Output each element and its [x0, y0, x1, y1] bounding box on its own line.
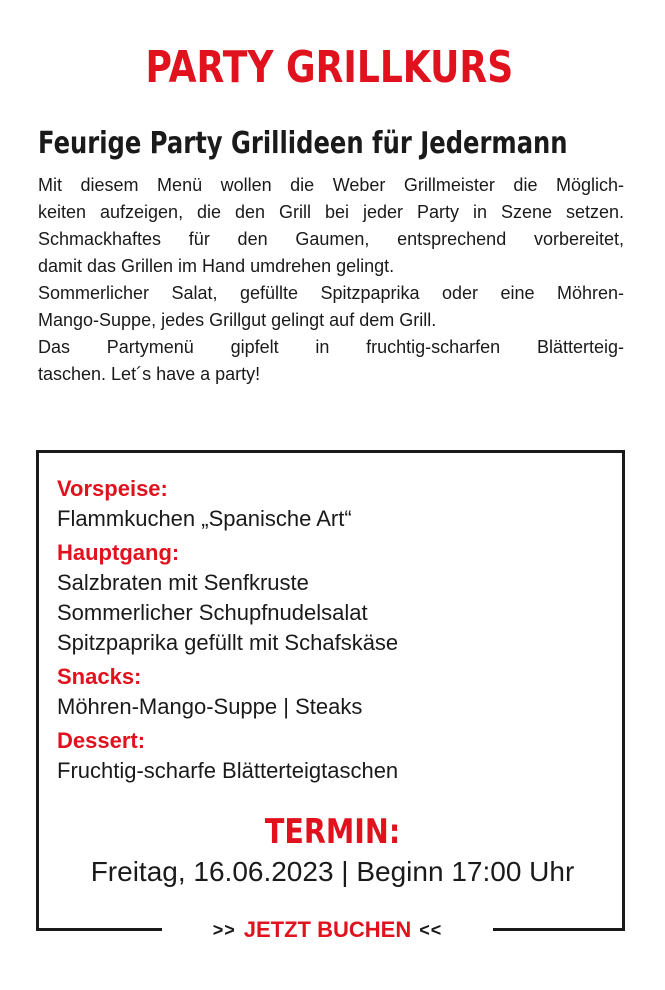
course-item: Salzbraten mit Senfkruste — [57, 570, 309, 595]
intro-line: damit das Grillen im Hand umdrehen gelingt. — [38, 256, 395, 276]
book-now-link[interactable]: JETZT BUCHEN — [243, 917, 412, 942]
intro-line: taschen. Let´s have a party! — [38, 364, 261, 384]
course-item: Flammkuchen „Spanische Art“ — [57, 506, 352, 531]
course-vorspeise — [57, 474, 617, 534]
page-title: PARTY GRILLKURS — [145, 42, 514, 93]
course-heading: Dessert: — [57, 728, 146, 753]
intro-line: keiten aufzeigen, die den Grill bei jeder Party in Szene setzen. — [38, 202, 624, 222]
course-item: Fruchtig-scharfe Blätterteigtaschen — [57, 758, 399, 783]
intro-line: Sommerlicher Salat, gefüllte Spitzpaprika oder eine Möhren- — [38, 283, 624, 303]
course-item: Spitzpaprika gefüllt mit Schafskäse — [57, 630, 399, 655]
termin-title: TERMIN: — [264, 812, 401, 852]
intro-line: Mit diesem Menü wollen die Weber Grillmeister die Möglich- — [38, 175, 624, 195]
course-heading: Hauptgang: — [57, 540, 180, 565]
course-dessert — [57, 726, 617, 786]
termin-date: Freitag, 16.06.2023 | Beginn 17:00 Uhr — [90, 856, 575, 887]
booking-cta — [162, 912, 493, 948]
menu-box-bottom-rule-right — [493, 928, 625, 931]
course-snacks — [57, 662, 617, 722]
intro-line: Das Partymenü gipfelt in fruchtig-scharfen Blätterteig- — [38, 337, 624, 357]
course-heading: Vorspeise: — [57, 476, 168, 501]
intro-line: Schmackhaftes für den Gaumen, entsprechend vorbereitet, — [38, 229, 624, 249]
course-heading: Snacks: — [57, 664, 142, 689]
booking-suffix-arrows: << — [419, 920, 443, 940]
page-subtitle: Feurige Party Grillideen für Jedermann — [38, 126, 568, 161]
menu-box-bottom-rule-left — [36, 928, 162, 931]
course-item: Möhren-Mango-Suppe | Steaks — [57, 694, 363, 719]
menu-list — [57, 474, 617, 786]
course-hauptgang — [57, 538, 617, 658]
course-item: Sommerlicher Schupfnudelsalat — [57, 600, 368, 625]
booking-prefix-arrows: >> — [212, 920, 236, 940]
intro-text — [38, 172, 624, 388]
intro-line: Mango-Suppe, jedes Grillgut gelingt auf dem Grill. — [38, 310, 437, 330]
